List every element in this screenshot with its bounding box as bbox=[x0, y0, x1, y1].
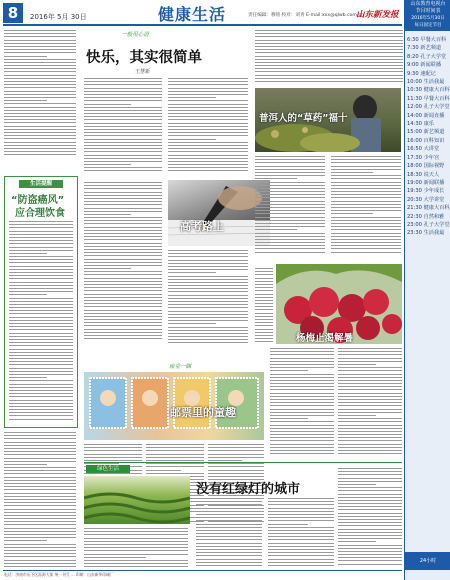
stamps-photo bbox=[84, 372, 264, 440]
right-lower-col1 bbox=[270, 348, 334, 464]
schedule-row: 10:30 健康大百科 bbox=[407, 87, 450, 94]
schedule-header-line1: 山东教育电视台 bbox=[410, 1, 446, 7]
stamps-section-tag: 庙堂一隅 bbox=[168, 364, 191, 370]
middle-lower-col bbox=[255, 268, 273, 344]
header-rule bbox=[3, 24, 402, 26]
schedule-header-line3: 2016年5月30日 bbox=[411, 16, 445, 21]
issue-date: 2016年 5月 30日 bbox=[30, 13, 87, 21]
herb-photo-caption: 普洱人的“草药”福十 bbox=[259, 113, 348, 124]
schedule-row: 8:20 孔子大学堂 bbox=[407, 53, 447, 60]
schedule-row: 20:30 大学讲堂 bbox=[407, 196, 445, 203]
main-article-col1b bbox=[84, 182, 162, 354]
schedule-row: 22:30 自然和雅 bbox=[407, 213, 445, 220]
schedule-row: 18:30 说天人 bbox=[407, 171, 440, 178]
schedule-row: 15:00 新艺频道 bbox=[407, 129, 445, 136]
schedule-row: 11:30 早餐大百科 bbox=[407, 95, 450, 102]
bayberry-photo bbox=[276, 264, 402, 344]
city-article-col2 bbox=[196, 498, 262, 570]
schedule-header-line2: 节目时间表 bbox=[415, 8, 441, 14]
schedule-row: 19:30 少年成长 bbox=[407, 188, 445, 195]
puer-article-col2 bbox=[331, 156, 401, 262]
city-article-col4 bbox=[338, 468, 402, 570]
schedule-row: 16:00 百科知识 bbox=[407, 137, 445, 144]
left-article-top bbox=[4, 30, 76, 170]
sidebar-column-tag: 生活提醒 bbox=[19, 180, 63, 188]
editor-line: 责任编辑：穆铭 校对：刘青 E-mail:xxx@qlwb.com.cn bbox=[248, 13, 364, 18]
left-sidebar-box bbox=[4, 176, 78, 428]
city-article-title: 没有红绿灯的城市 bbox=[196, 482, 301, 497]
pen-photo-caption: 高考路上 bbox=[180, 220, 224, 233]
puer-article-top bbox=[255, 30, 403, 88]
sidebar-body bbox=[9, 221, 73, 421]
schedule-header bbox=[405, 0, 450, 31]
herb-vendor-photo bbox=[255, 88, 401, 152]
schedule-row: 16:50 大讲堂 bbox=[407, 146, 440, 153]
schedule-row: 9:00 新闻联播 bbox=[407, 62, 442, 69]
green-section-divider bbox=[84, 462, 402, 463]
schedule-row: 17:30 少年宫 bbox=[407, 154, 440, 161]
schedule-row: 12:00 孔子大学堂 bbox=[407, 104, 450, 111]
schedule-footer: 24小时 bbox=[405, 552, 450, 570]
section-title: 健康生活 bbox=[158, 5, 227, 24]
bayberry-caption: 杨梅止渴解暑 bbox=[296, 333, 354, 344]
schedule-row: 14:00 新闻直播 bbox=[407, 112, 445, 119]
city-article-col3 bbox=[268, 498, 334, 570]
tea-field-photo bbox=[84, 476, 190, 524]
schedule-row: 19:00 新闻联播 bbox=[407, 179, 445, 186]
schedule-row: 9:30 速配记 bbox=[407, 70, 436, 77]
schedule-sidebar bbox=[404, 0, 450, 580]
sidebar-title-line1: “防盗癌风” bbox=[11, 195, 65, 206]
footer-rule bbox=[3, 570, 402, 571]
right-lower-col2 bbox=[338, 348, 402, 464]
sidebar-title-line2: 应合理饮食 bbox=[15, 208, 65, 219]
schedule-row: 10:00 生活我最 bbox=[407, 79, 445, 86]
schedule-list bbox=[407, 36, 450, 238]
page-header bbox=[0, 0, 404, 26]
middle-article-right-col bbox=[168, 250, 248, 354]
schedule-row: 21:30 健康大百科 bbox=[407, 205, 450, 212]
schedule-row: 23:30 生活我最 bbox=[407, 230, 445, 237]
puer-article-col1 bbox=[255, 156, 325, 262]
schedule-header-line4: 每日固定节目 bbox=[414, 23, 442, 28]
schedule-row: 6:30 早餐大百科 bbox=[407, 37, 447, 43]
main-article-col1 bbox=[84, 78, 162, 178]
left-article-bottom bbox=[4, 432, 76, 570]
schedule-row: 18:00 国际视野 bbox=[407, 163, 445, 170]
footer-text: 电话：济南市历下区泺源大街 统一刊号 ... 印刷：山东新华印刷厂 bbox=[4, 572, 114, 577]
main-article-title: 快乐，其实很简单 bbox=[86, 50, 202, 66]
schedule-row: 23:00 孔子大学堂 bbox=[407, 221, 450, 228]
main-article-col2 bbox=[168, 78, 248, 178]
city-article-col1 bbox=[84, 528, 188, 570]
schedule-row: 14:30 康乐 bbox=[407, 121, 434, 128]
main-article-author: 王慧新 bbox=[135, 69, 151, 75]
main-article-tag: 一般用心语 bbox=[121, 32, 149, 38]
stamps-title: 邮票里的童趣 bbox=[170, 406, 236, 419]
brand-logo: 山东新发报 bbox=[356, 10, 399, 20]
green-section-tag: 绿色生活 bbox=[86, 465, 130, 473]
page-number: 8 bbox=[3, 3, 23, 23]
schedule-row: 7:30 新艺频道 bbox=[407, 45, 442, 52]
